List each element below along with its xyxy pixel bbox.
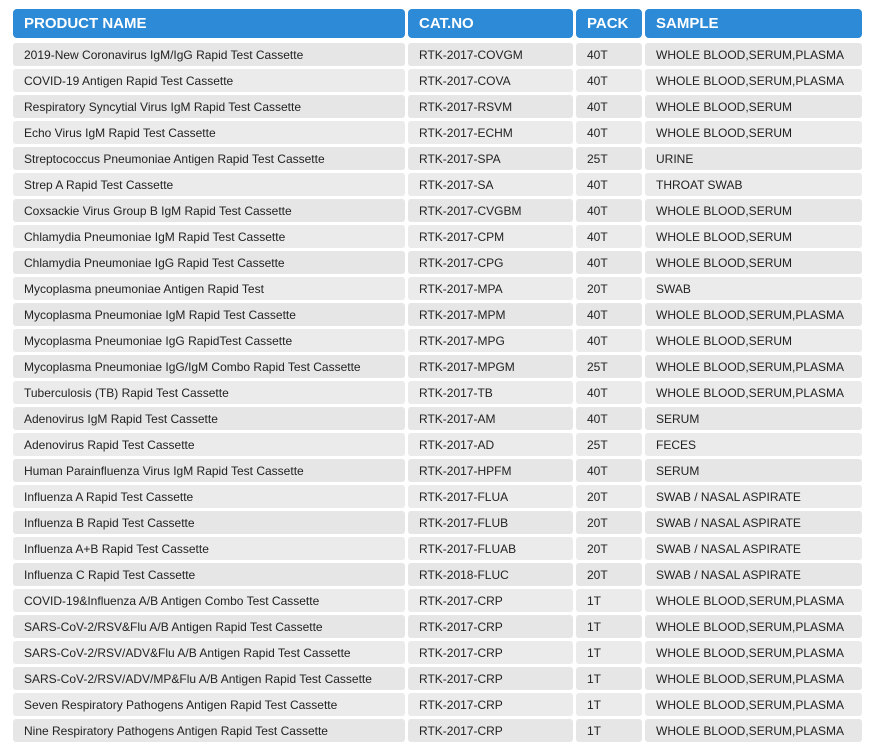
- product-name-cell: Echo Virus IgM Rapid Test Cassette: [13, 121, 405, 144]
- header-product-name: PRODUCT NAME: [13, 9, 405, 38]
- pack-cell: 25T: [576, 433, 642, 456]
- table-row: [13, 641, 862, 664]
- cat-no-cell: RTK-2017-CPG: [408, 251, 573, 274]
- table-row: [13, 407, 862, 430]
- table-row: [13, 69, 862, 92]
- table-row: [13, 615, 862, 638]
- cat-no-cell: RTK-2017-SPA: [408, 147, 573, 170]
- sample-cell: SWAB / NASAL ASPIRATE: [645, 511, 862, 534]
- product-name-cell: Adenovirus IgM Rapid Test Cassette: [13, 407, 405, 430]
- product-name-cell: SARS-CoV-2/RSV/ADV&Flu A/B Antigen Rapid Test Cassette: [13, 641, 405, 664]
- product-name-cell: Influenza A Rapid Test Cassette: [13, 485, 405, 508]
- table-row: [13, 95, 862, 118]
- pack-cell: 20T: [576, 277, 642, 300]
- cat-no-cell: RTK-2017-CVGBM: [408, 199, 573, 222]
- cat-no-cell: RTK-2017-AD: [408, 433, 573, 456]
- table-row: [13, 537, 862, 560]
- sample-cell: WHOLE BLOOD,SERUM: [645, 329, 862, 352]
- table-body: [13, 43, 862, 742]
- product-name-cell: Human Parainfluenza Virus IgM Rapid Test Cassette: [13, 459, 405, 482]
- cat-no-cell: RTK-2017-COVGM: [408, 43, 573, 66]
- pack-cell: 40T: [576, 381, 642, 404]
- table-row: [13, 693, 862, 716]
- product-name-cell: Streptococcus Pneumoniae Antigen Rapid Test Cassette: [13, 147, 405, 170]
- sample-cell: SWAB / NASAL ASPIRATE: [645, 563, 862, 586]
- table-row: [13, 381, 862, 404]
- pack-cell: 40T: [576, 43, 642, 66]
- sample-cell: THROAT SWAB: [645, 173, 862, 196]
- header-cat-no: CAT.NO: [408, 9, 573, 38]
- cat-no-cell: RTK-2017-TB: [408, 381, 573, 404]
- product-name-cell: Mycoplasma Pneumoniae IgG RapidTest Cassette: [13, 329, 405, 352]
- product-name-cell: Influenza A+B Rapid Test Cassette: [13, 537, 405, 560]
- sample-cell: SERUM: [645, 459, 862, 482]
- pack-cell: 20T: [576, 485, 642, 508]
- sample-cell: WHOLE BLOOD,SERUM,PLASMA: [645, 667, 862, 690]
- pack-cell: 1T: [576, 667, 642, 690]
- pack-cell: 1T: [576, 693, 642, 716]
- sample-cell: WHOLE BLOOD,SERUM,PLASMA: [645, 615, 862, 638]
- pack-cell: 25T: [576, 147, 642, 170]
- table-row: [13, 355, 862, 378]
- product-name-cell: Influenza B Rapid Test Cassette: [13, 511, 405, 534]
- pack-cell: 40T: [576, 303, 642, 326]
- product-name-cell: 2019-New Coronavirus IgM/IgG Rapid Test Cassette: [13, 43, 405, 66]
- table-row: [13, 667, 862, 690]
- sample-cell: URINE: [645, 147, 862, 170]
- sample-cell: WHOLE BLOOD,SERUM,PLASMA: [645, 355, 862, 378]
- table-row: [13, 563, 862, 586]
- pack-cell: 40T: [576, 225, 642, 248]
- product-name-cell: Mycoplasma Pneumoniae IgM Rapid Test Cassette: [13, 303, 405, 326]
- table-row: [13, 485, 862, 508]
- pack-cell: 20T: [576, 511, 642, 534]
- cat-no-cell: RTK-2017-ECHM: [408, 121, 573, 144]
- product-name-cell: COVID-19 Antigen Rapid Test Cassette: [13, 69, 405, 92]
- sample-cell: WHOLE BLOOD,SERUM: [645, 95, 862, 118]
- pack-cell: 1T: [576, 719, 642, 742]
- sample-cell: WHOLE BLOOD,SERUM,PLASMA: [645, 303, 862, 326]
- table-row: [13, 719, 862, 742]
- table-row: [13, 277, 862, 300]
- product-name-cell: Chlamydia Pneumoniae IgG Rapid Test Cassette: [13, 251, 405, 274]
- product-name-cell: Influenza C Rapid Test Cassette: [13, 563, 405, 586]
- cat-no-cell: RTK-2017-FLUA: [408, 485, 573, 508]
- pack-cell: 40T: [576, 69, 642, 92]
- product-name-cell: COVID-19&Influenza A/B Antigen Combo Test Cassette: [13, 589, 405, 612]
- table-row: [13, 43, 862, 66]
- sample-cell: SWAB / NASAL ASPIRATE: [645, 537, 862, 560]
- table-row: [13, 251, 862, 274]
- pack-cell: 40T: [576, 407, 642, 430]
- sample-cell: WHOLE BLOOD,SERUM,PLASMA: [645, 43, 862, 66]
- table-row: [13, 121, 862, 144]
- sample-cell: WHOLE BLOOD,SERUM,PLASMA: [645, 719, 862, 742]
- product-name-cell: Coxsackie Virus Group B IgM Rapid Test Cassette: [13, 199, 405, 222]
- product-name-cell: SARS-CoV-2/RSV&Flu A/B Antigen Rapid Test Cassette: [13, 615, 405, 638]
- cat-no-cell: RTK-2017-RSVM: [408, 95, 573, 118]
- pack-cell: 40T: [576, 329, 642, 352]
- table-row: [13, 511, 862, 534]
- pack-cell: 40T: [576, 121, 642, 144]
- pack-cell: 1T: [576, 589, 642, 612]
- cat-no-cell: RTK-2017-CRP: [408, 641, 573, 664]
- header-pack: PACK: [576, 9, 642, 38]
- cat-no-cell: RTK-2017-MPM: [408, 303, 573, 326]
- table-row: [13, 303, 862, 326]
- product-name-cell: Mycoplasma Pneumoniae IgG/IgM Combo Rapid Test Cassette: [13, 355, 405, 378]
- sample-cell: FECES: [645, 433, 862, 456]
- sample-cell: WHOLE BLOOD,SERUM,PLASMA: [645, 693, 862, 716]
- sample-cell: WHOLE BLOOD,SERUM: [645, 251, 862, 274]
- sample-cell: WHOLE BLOOD,SERUM,PLASMA: [645, 69, 862, 92]
- cat-no-cell: RTK-2017-AM: [408, 407, 573, 430]
- table-row: [13, 199, 862, 222]
- cat-no-cell: RTK-2017-MPA: [408, 277, 573, 300]
- sample-cell: WHOLE BLOOD,SERUM,PLASMA: [645, 589, 862, 612]
- table-row: [13, 225, 862, 248]
- pack-cell: 40T: [576, 95, 642, 118]
- product-name-cell: Nine Respiratory Pathogens Antigen Rapid Test Cassette: [13, 719, 405, 742]
- sample-cell: WHOLE BLOOD,SERUM: [645, 199, 862, 222]
- cat-no-cell: RTK-2017-CRP: [408, 693, 573, 716]
- table-row: [13, 589, 862, 612]
- table-row: [13, 147, 862, 170]
- sample-cell: SERUM: [645, 407, 862, 430]
- product-name-cell: Tuberculosis (TB) Rapid Test Cassette: [13, 381, 405, 404]
- cat-no-cell: RTK-2017-CRP: [408, 667, 573, 690]
- cat-no-cell: RTK-2017-MPGM: [408, 355, 573, 378]
- cat-no-cell: RTK-2017-MPG: [408, 329, 573, 352]
- product-name-cell: Adenovirus Rapid Test Cassette: [13, 433, 405, 456]
- pack-cell: 40T: [576, 459, 642, 482]
- pack-cell: 20T: [576, 563, 642, 586]
- product-name-cell: SARS-CoV-2/RSV/ADV/MP&Flu A/B Antigen Rapid Test Cassette: [13, 667, 405, 690]
- pack-cell: 1T: [576, 641, 642, 664]
- sample-cell: WHOLE BLOOD,SERUM,PLASMA: [645, 641, 862, 664]
- sample-cell: SWAB: [645, 277, 862, 300]
- cat-no-cell: RTK-2017-SA: [408, 173, 573, 196]
- cat-no-cell: RTK-2017-CRP: [408, 615, 573, 638]
- cat-no-cell: RTK-2017-CRP: [408, 719, 573, 742]
- product-table: [13, 9, 862, 745]
- table-header: [13, 9, 862, 38]
- pack-cell: 40T: [576, 251, 642, 274]
- table-row: [13, 329, 862, 352]
- table-row: [13, 173, 862, 196]
- cat-no-cell: RTK-2017-FLUAB: [408, 537, 573, 560]
- pack-cell: 1T: [576, 615, 642, 638]
- product-name-cell: Strep A Rapid Test Cassette: [13, 173, 405, 196]
- cat-no-cell: RTK-2017-FLUB: [408, 511, 573, 534]
- cat-no-cell: RTK-2018-FLUC: [408, 563, 573, 586]
- sample-cell: WHOLE BLOOD,SERUM,PLASMA: [645, 381, 862, 404]
- product-name-cell: Chlamydia Pneumoniae IgM Rapid Test Cassette: [13, 225, 405, 248]
- pack-cell: 25T: [576, 355, 642, 378]
- table-row: [13, 459, 862, 482]
- pack-cell: 20T: [576, 537, 642, 560]
- table-row: [13, 433, 862, 456]
- sample-cell: WHOLE BLOOD,SERUM: [645, 225, 862, 248]
- pack-cell: 40T: [576, 173, 642, 196]
- pack-cell: 40T: [576, 199, 642, 222]
- cat-no-cell: RTK-2017-CPM: [408, 225, 573, 248]
- product-name-cell: Respiratory Syncytial Virus IgM Rapid Test Cassette: [13, 95, 405, 118]
- product-name-cell: Seven Respiratory Pathogens Antigen Rapid Test Cassette: [13, 693, 405, 716]
- cat-no-cell: RTK-2017-COVA: [408, 69, 573, 92]
- cat-no-cell: RTK-2017-HPFM: [408, 459, 573, 482]
- header-sample: SAMPLE: [645, 9, 862, 38]
- cat-no-cell: RTK-2017-CRP: [408, 589, 573, 612]
- sample-cell: WHOLE BLOOD,SERUM: [645, 121, 862, 144]
- sample-cell: SWAB / NASAL ASPIRATE: [645, 485, 862, 508]
- product-name-cell: Mycoplasma pneumoniae Antigen Rapid Test: [13, 277, 405, 300]
